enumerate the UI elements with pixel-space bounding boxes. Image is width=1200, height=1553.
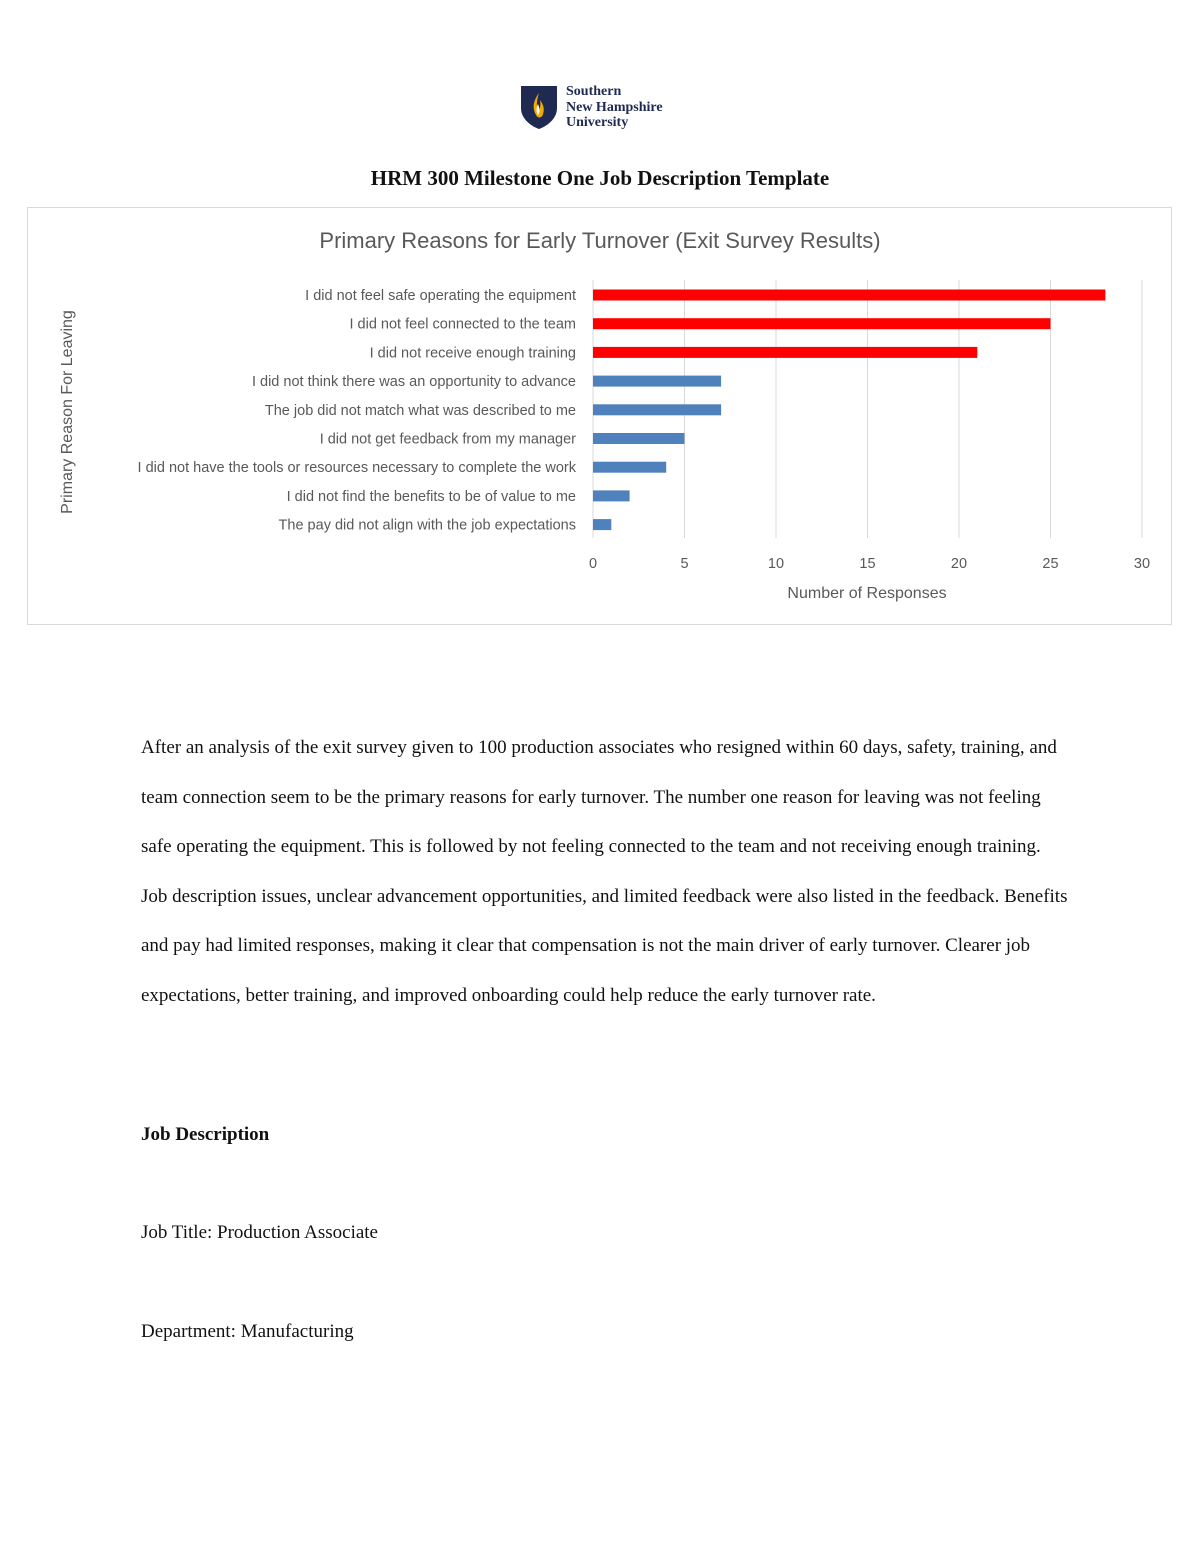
logo-line-2: New Hampshire [566, 99, 663, 115]
bar [593, 404, 721, 415]
category-label: I did not feel safe operating the equipment [305, 288, 576, 304]
x-tick-label: 30 [1133, 556, 1151, 572]
x-tick-label: 20 [950, 556, 968, 572]
logo-line-1: Southern [566, 84, 622, 99]
logo-wordmark [566, 84, 663, 131]
bar [593, 318, 1051, 329]
category-label: The pay did not align with the job expectations [278, 517, 576, 534]
category-label: I did not receive enough training [369, 345, 576, 362]
chart-title: Primary Reasons for Early Turnover (Exit Survey Results) [319, 228, 881, 253]
x-tick-label: 5 [680, 556, 689, 572]
bar [593, 376, 721, 387]
university-logo [519, 84, 689, 132]
job-title-field: Job Title: Production Associate [141, 1222, 378, 1243]
bar [593, 347, 977, 358]
category-label: I did not have the tools or resources necessary to complete the work [137, 460, 576, 477]
category-label: The job did not match what was described to me [264, 402, 576, 419]
section-heading-job-description: Job Description [141, 1124, 270, 1145]
chart-category-labels [138, 288, 577, 534]
x-tick-label: 25 [1042, 556, 1059, 572]
bar [593, 290, 1105, 301]
category-label: I did not find the benefits to be of value to me [286, 488, 576, 505]
x-tick-label: 15 [859, 556, 876, 572]
chart-bars [593, 290, 1105, 531]
y-axis-title: Primary Reason For Leaving [59, 310, 76, 514]
shield-icon [519, 84, 559, 130]
bar [593, 490, 630, 501]
turnover-chart [27, 207, 1172, 625]
document-title: HRM 300 Milestone One Job Description Template [370, 166, 830, 190]
category-label: I did not think there was an opportunity to advance [251, 374, 576, 391]
x-axis-title: Number of Responses [787, 585, 947, 602]
x-tick-label: 10 [767, 556, 785, 572]
chart-tick-labels [589, 556, 1150, 572]
category-label: I did not get feedback from my manager [319, 431, 576, 448]
analysis-paragraph: After an analysis of the exit survey given to 100 production associates who resigned within 60 days, safety, training, and team connection seem to be the primary reasons for early turnover. The number one reason for leaving was not feeling safe operating the equipment. This is followed by not feeling connected to the team and not receiving enough training. Job description issues, unclear advancement opportunities, and limited feedback were also listed in the feedback. Benefits and pay had limited responses, making it clear that compensation is not the main driver of early turnover. Clearer job expectations, better training, and improved onboarding could help reduce the early turnover rate. [141, 737, 1068, 1006]
bar [593, 519, 611, 530]
bar [593, 433, 685, 444]
chart-svg [28, 208, 1173, 626]
category-label: I did not feel connected to the team [349, 316, 576, 333]
x-tick-label: 0 [588, 556, 598, 572]
logo-line-3: University [566, 115, 629, 130]
bar [593, 462, 666, 473]
department-field: Department: Manufacturing [141, 1321, 354, 1342]
